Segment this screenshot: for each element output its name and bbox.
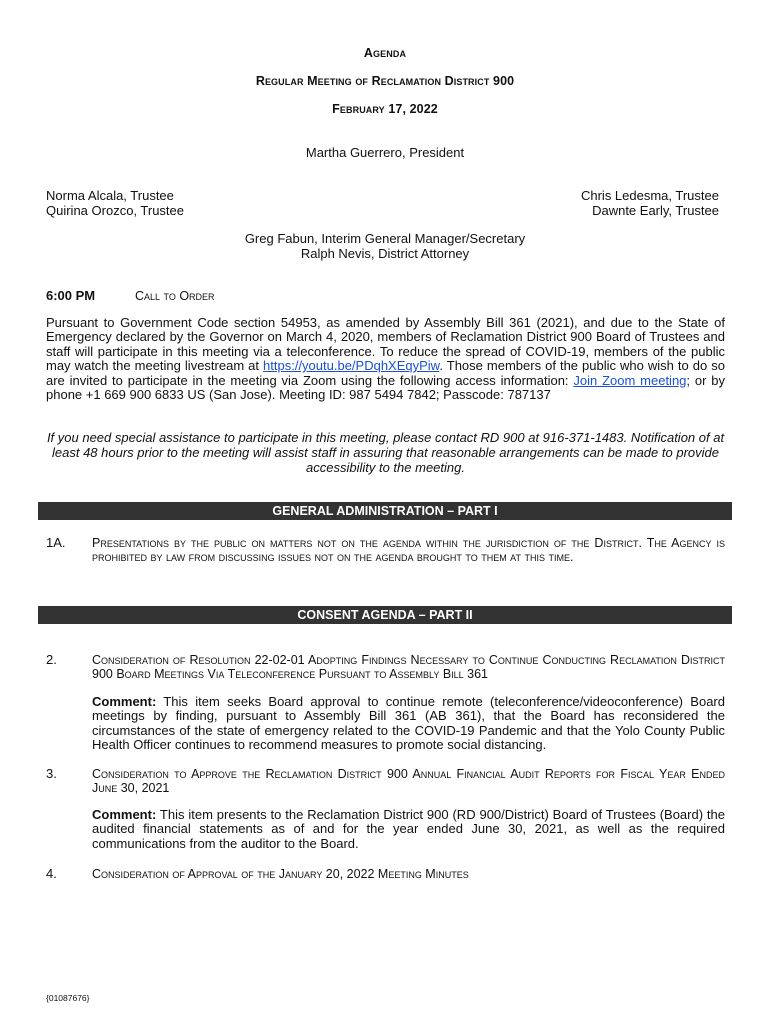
assistance-notice: If you need special assistance to participate in this meeting, please contact RD 900 at 916-371-1483. Notification of at least 48 hours prior to the meeting will assist staff in assuring that reasonable arrangements can be made to provide accessibility to the meeting. [46, 430, 725, 475]
item-title: Presentations by the public on matters not on the agenda within the jurisdiction of the District. The Agency is prohibited by law from discussing issues not on the agenda brought to them at this time. [92, 536, 725, 564]
section-consent-agenda: CONSENT AGENDA – PART II [38, 606, 732, 624]
document-id: {01087676} [46, 993, 90, 1003]
comment-text: This item presents to the Reclamation District 900 (RD 900/District) Board of Trustees (Board) the audited financial statements as of and for the year ended June 30, 2021, as well as the required communications from the auditor to the Board. [92, 807, 725, 851]
trustee-name: Chris Ledesma, Trustee [580, 188, 719, 203]
agenda-heading: Agenda [363, 46, 407, 60]
trustee-name: Norma Alcala, Trustee [46, 188, 174, 203]
section-general-administration: GENERAL ADMINISTRATION – PART I [38, 502, 732, 520]
item-title: Consideration to Approve the Reclamation District 900 Annual Financial Audit Reports for Fiscal Year Ended June 30, 2021 [92, 767, 725, 795]
meeting-title: Regular Meeting of Reclamation District 900 [255, 74, 515, 88]
item-title: Consideration of Resolution 22-02-01 Adopting Findings Necessary to Continue Conducting Reclamation District 900 Board Meetings Via Teleconference Pursuant to Assembly Bill 361 [92, 653, 725, 681]
comment-label: Comment: [92, 807, 157, 822]
item-comment [92, 808, 725, 851]
item-comment [92, 695, 725, 753]
item-number: 1A. [46, 535, 66, 550]
president-name: Martha Guerrero, President [305, 145, 465, 160]
intro-text: ; or by phone +1 669 900 6833 US (San Jose). Meeting ID: 987 5494 7842; Passcode: 787137 [46, 372, 725, 403]
general-manager: Greg Fabun, Interim General Manager/Secretary [244, 231, 526, 246]
comment-text: This item seeks Board approval to continue remote (teleconference/videoconference) Board meetings by finding, pursuant to Assembly Bill 361 (AB 361), that the Board has reconsidered the circumstances of the state of emergency related to the COVID-19 Pandemic and that the Yolo County Public Health Officer continues to recommend measures to promote social distancing. [92, 694, 725, 753]
item-number: 3. [46, 766, 57, 781]
meeting-date: February 17, 2022 [332, 102, 438, 116]
item-title: Consideration of Approval of the January 20, 2022 Meeting Minutes [92, 867, 469, 881]
trustees-right [581, 188, 719, 218]
trustee-name: Quirina Orozco, Trustee [46, 203, 184, 218]
livestream-link[interactable]: https://youtu.be/PDqhXEqyPiw [263, 358, 440, 374]
item-number: 4. [46, 866, 57, 881]
trustees-left [46, 188, 184, 218]
staff-block [0, 231, 770, 261]
comment-label: Comment: [92, 694, 157, 709]
intro-paragraph [46, 316, 725, 402]
intro-text: Pursuant to Government Code section 54953, as amended by Assembly Bill 361 (2021), and due to the State of Emergency declared by the Governor on March 4, 2020, members of Reclamation District 900 Board of Trustees and staff will participate in this meeting via a teleconference. To reduce the spread of COVID-19, members of the public may watch the meeting livestream at [46, 315, 725, 374]
zoom-meeting-link[interactable]: Join Zoom meeting [573, 372, 687, 388]
meeting-time: 6:00 PM [46, 288, 96, 303]
trustee-name: Dawnte Early, Trustee [592, 203, 719, 218]
district-attorney: Ralph Nevis, District Attorney [300, 246, 470, 261]
item-number: 2. [46, 652, 57, 667]
intro-text: . Those members of the public who wish to do so are invited to participate in the meeting via Zoom using the following access information: [46, 358, 725, 388]
call-to-order-label: Call to Order [135, 289, 215, 303]
